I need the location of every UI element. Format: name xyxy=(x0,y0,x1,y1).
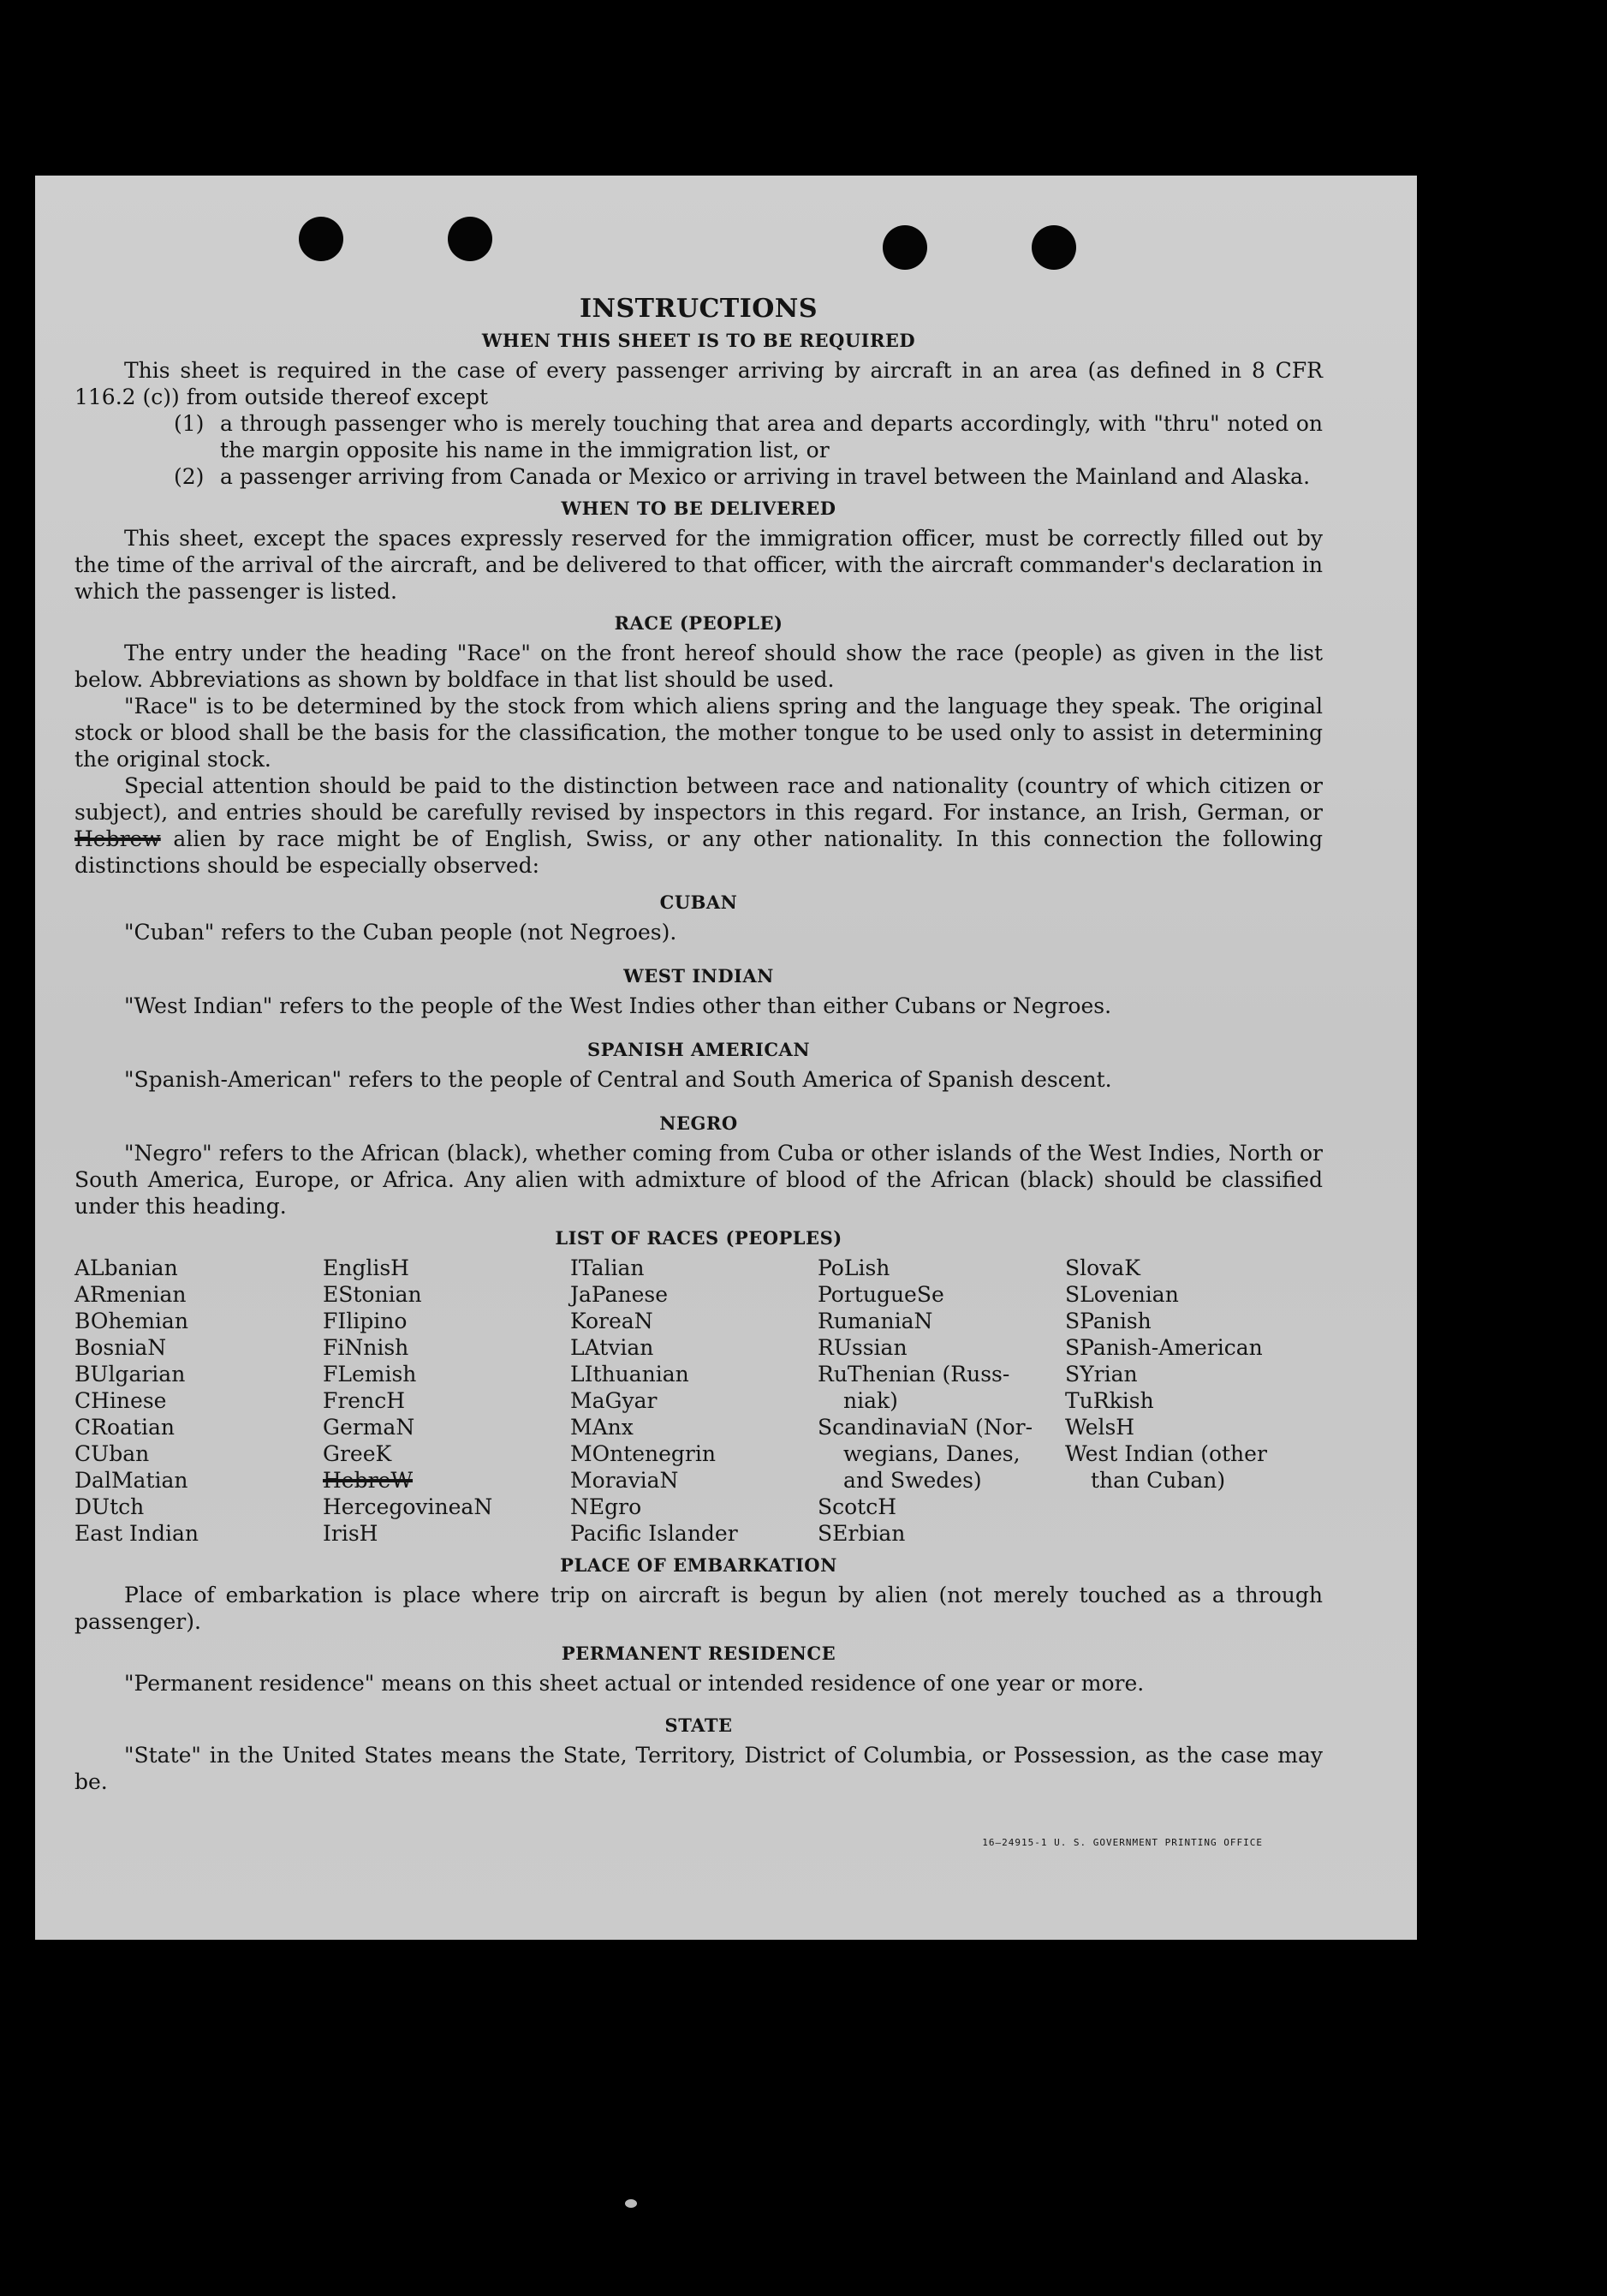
list-item: RumaniaN xyxy=(818,1309,933,1333)
punch-hole xyxy=(1032,225,1076,270)
races-column-4 xyxy=(818,1255,1065,1547)
section-heading-list-of-races: LIST OF RACES (PEOPLES) xyxy=(555,1227,842,1249)
list-item: FiNnish xyxy=(323,1335,409,1360)
exceptions-list xyxy=(174,410,1323,490)
list-item: and Swedes) xyxy=(843,1468,982,1493)
punch-hole xyxy=(883,225,927,270)
races-column-2 xyxy=(323,1255,570,1547)
list-item: RuThenian (Russ- xyxy=(818,1362,1010,1387)
punch-hole xyxy=(299,217,343,261)
list-item: ScotcH xyxy=(818,1494,897,1519)
list-item: (2) a passenger arriving from Canada or Mexico or arriving in travel between the Mainland and Alaska. xyxy=(174,464,1311,489)
list-item: FrencH xyxy=(323,1388,405,1413)
list-item: Pacific Islander xyxy=(570,1521,738,1546)
list-item: SYrian xyxy=(1065,1362,1138,1387)
list-item: MaGyar xyxy=(570,1388,658,1413)
list-item: HercegovineaN xyxy=(323,1494,493,1519)
list-item: CRoatian xyxy=(74,1415,175,1440)
list-item: SPanish-American xyxy=(1065,1335,1263,1360)
list-item: WelsH xyxy=(1065,1415,1135,1440)
list-item: LIthuanian xyxy=(570,1362,689,1387)
list-item: MOntenegrin xyxy=(570,1441,716,1466)
list-item: West Indian (other xyxy=(1065,1441,1267,1466)
cuban-text: "Cuban" refers to the Cuban people (not Negroes). xyxy=(124,920,677,945)
instruction-sheet xyxy=(35,176,1417,1940)
list-item: (1) a through passenger who is merely touching that area and departs accordingly, with "thru" noted on the margin opposite his name in the immigration list, or xyxy=(174,411,1323,462)
list-item: East Indian xyxy=(74,1521,199,1546)
list-item: IrisH xyxy=(323,1521,378,1546)
list-item: NEgro xyxy=(570,1494,642,1519)
list-item: CHinese xyxy=(74,1388,167,1413)
list-item: GreeK xyxy=(323,1441,392,1466)
list-item: EnglisH xyxy=(323,1255,409,1280)
section-heading-cuban: CUBAN xyxy=(659,892,738,913)
list-item: BUlgarian xyxy=(74,1362,186,1387)
list-item: SErbian xyxy=(818,1521,906,1546)
punch-hole xyxy=(448,217,492,261)
section-heading-spanish-american: SPANISH AMERICAN xyxy=(586,1039,811,1060)
list-item: niak) xyxy=(843,1388,898,1413)
list-item: SLovenian xyxy=(1065,1282,1179,1307)
negro-text: "Negro" refers to the African (black), whether coming from Cuba or other islands of the West Indies, North or South America, Europe, or Africa. Any alien with admixture of blood of the African (black) should be classified under this heading. xyxy=(74,1141,1323,1219)
list-item: TuRkish xyxy=(1065,1388,1154,1413)
list-item: FIlipino xyxy=(323,1309,408,1333)
list-item: FLemish xyxy=(323,1362,417,1387)
races-column-3 xyxy=(570,1255,818,1547)
residence-text: "Permanent residence" means on this sheet actual or intended residence of one year or more. xyxy=(124,1671,1145,1696)
list-item: ScandinaviaN (Nor- xyxy=(818,1415,1033,1440)
list-item: MAnx xyxy=(570,1415,634,1440)
page-title: INSTRUCTIONS xyxy=(580,294,818,324)
list-item: SPanish xyxy=(1065,1309,1152,1333)
when-delivered-text: This sheet, except the spaces expressly reserved for the immigration officer, must be correctly filled out by the time of the arrival of the aircraft, and be delivered to that officer, with the aircraft commander's declaration in which the passenger is listed. xyxy=(74,526,1323,604)
race-paragraph-1: The entry under the heading "Race" on the front hereof should show the race (people) as given in the list below. Abbreviations as shown by boldface in that list should be used. xyxy=(74,641,1323,692)
list-item-struck: HebreW xyxy=(323,1468,414,1493)
list-item: BOhemian xyxy=(74,1309,188,1333)
struck-word: Hebrew xyxy=(74,826,161,851)
list-item: JaPanese xyxy=(570,1282,669,1307)
instructions-content xyxy=(74,295,1323,1795)
list-item: DalMatian xyxy=(74,1468,188,1493)
when-required-intro: This sheet is required in the case of every passenger arriving by aircraft in an area (as defined in 8 CFR 116.2 (c)) from outside thereof except xyxy=(74,358,1323,409)
races-column-5 xyxy=(1065,1255,1322,1547)
section-heading-residence: PERMANENT RESIDENCE xyxy=(561,1643,836,1664)
section-heading-race: RACE (PEOPLE) xyxy=(614,612,783,634)
list-item: DUtch xyxy=(74,1494,145,1519)
section-heading-negro: NEGRO xyxy=(659,1112,738,1134)
section-heading-embarkation: PLACE OF EMBARKATION xyxy=(560,1554,837,1576)
section-heading-when-required: WHEN THIS SHEET IS TO BE REQUIRED xyxy=(481,330,916,351)
race-paragraph-3: Special attention should be paid to the distinction between race and nationality (country of which citizen or subject), and entries should be carefully revised by inspectors in this regard. For instance, an Irish, German, or Hebrew alien by race might be of English, Swiss, or any other nationality. In this connection the following distinctions should be especially observed: xyxy=(74,773,1323,878)
list-item: GermaN xyxy=(323,1415,415,1440)
list-item: ITalian xyxy=(570,1255,645,1280)
list-item: ARmenian xyxy=(74,1282,187,1307)
state-text: "State" in the United States means the State, Territory, District of Columbia, or Possession, as the case may be. xyxy=(74,1743,1323,1794)
spanish-american-text: "Spanish-American" refers to the people of Central and South America of Spanish descent. xyxy=(124,1067,1112,1092)
list-item: PortugueSe xyxy=(818,1282,944,1307)
list-item: BosniaN xyxy=(74,1335,167,1360)
scan-speck xyxy=(625,2199,637,2208)
list-item: EStonian xyxy=(323,1282,422,1307)
race-paragraph-2: "Race" is to be determined by the stock from which aliens spring and the language they speak. The original stock or blood shall be the basis for the classification, the mother tongue to be used only to assist in determining the original stock. xyxy=(74,694,1323,772)
list-item: RUssian xyxy=(818,1335,908,1360)
list-item: KoreaN xyxy=(570,1309,653,1333)
section-heading-when-delivered: WHEN TO BE DELIVERED xyxy=(561,498,836,519)
list-item: PoLish xyxy=(818,1255,890,1280)
west-indian-text: "West Indian" refers to the people of the West Indies other than either Cubans or Negroes. xyxy=(124,993,1112,1018)
list-item: ALbanian xyxy=(74,1255,178,1280)
races-table xyxy=(74,1255,1323,1547)
list-item: LAtvian xyxy=(570,1335,654,1360)
list-item: SlovaK xyxy=(1065,1255,1140,1280)
races-column-1 xyxy=(74,1255,323,1547)
section-heading-state: STATE xyxy=(664,1715,733,1736)
list-item: wegians, Danes, xyxy=(843,1441,1021,1466)
printing-office-footer: 16—24915-1 U. S. GOVERNMENT PRINTING OFFICE xyxy=(982,1837,1263,1848)
list-item: MoraviaN xyxy=(570,1468,679,1493)
embarkation-text: Place of embarkation is place where trip on aircraft is begun by alien (not merely touched as a through passenger). xyxy=(74,1583,1323,1634)
list-item: than Cuban) xyxy=(1091,1468,1226,1493)
section-heading-west-indian: WEST INDIAN xyxy=(623,965,774,987)
list-item: CUban xyxy=(74,1441,150,1466)
